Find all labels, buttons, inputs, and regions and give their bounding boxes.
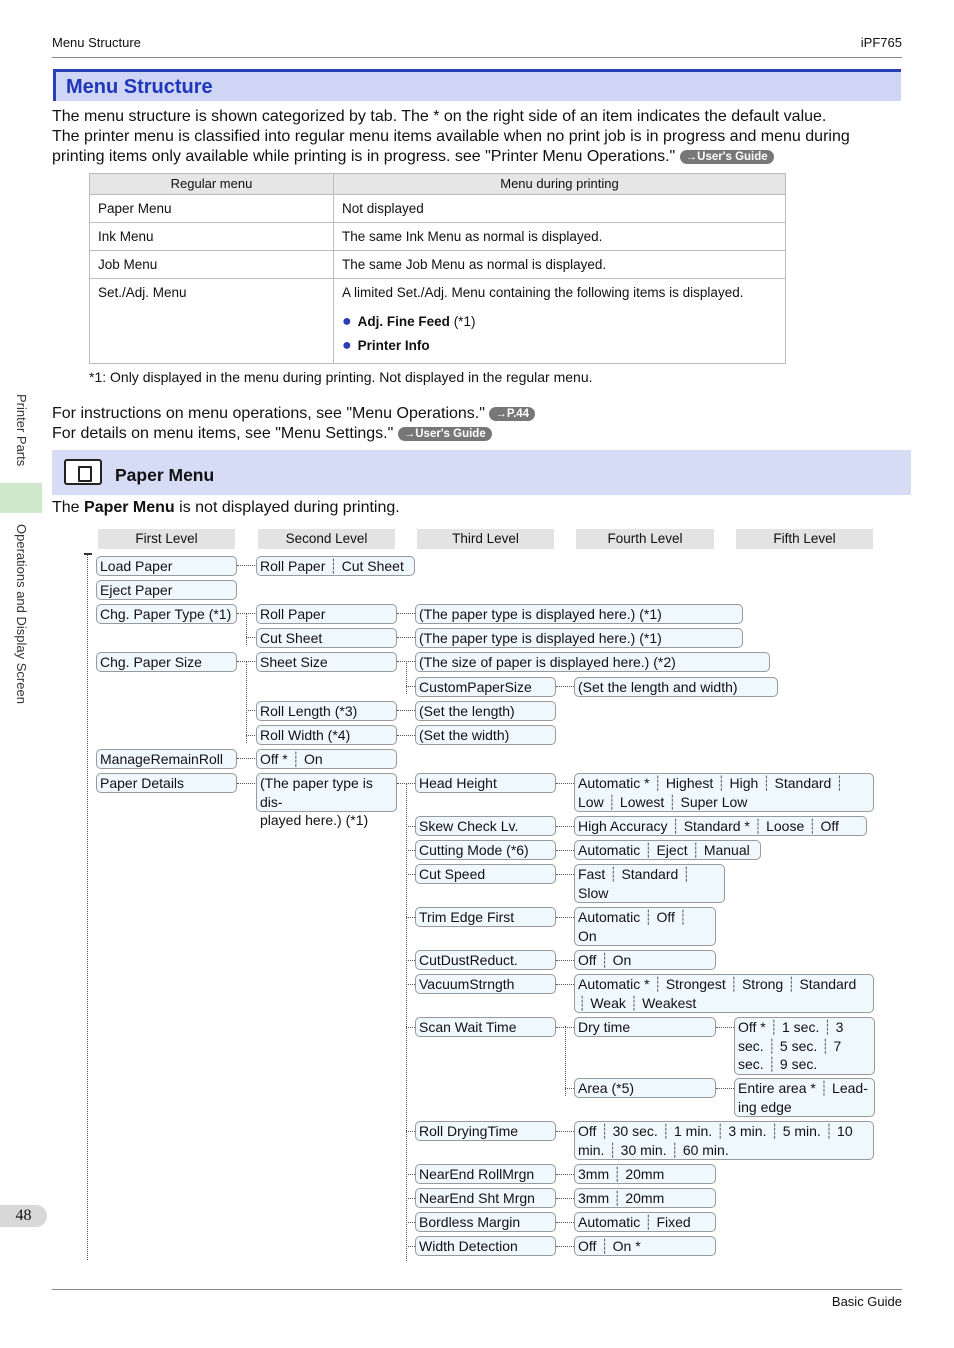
menu-item-load-paper[interactable]: Load Paper — [96, 556, 237, 576]
bullet-icon: ● — [342, 313, 352, 330]
option-width-detection[interactable]: Off ┊ On * — [574, 1236, 716, 1256]
level-header-1: First Level — [98, 529, 235, 549]
menu-item-width-detection[interactable]: Width Detection — [415, 1236, 556, 1256]
menu-item-vacuum-strength[interactable]: VacuumStrngth — [415, 974, 556, 994]
table-row — [90, 223, 786, 251]
option-cut-dust[interactable]: Off ┊ On — [574, 950, 716, 970]
side-tab-marker — [0, 483, 42, 513]
side-tab-printer-parts[interactable]: Printer Parts — [14, 394, 29, 467]
option-cut-speed[interactable]: Fast ┊ Standard ┊ Slow — [574, 864, 725, 903]
option-trim-edge-first[interactable]: Automatic ┊ Off ┊ On — [574, 907, 716, 946]
list-item: ● Adj. Fine Feed (*1) — [342, 313, 476, 330]
menu-item-nearend-rollmrgn[interactable]: NearEnd RollMrgn — [415, 1164, 556, 1184]
value-paper-type-roll: (The paper type is displayed here.) (*1) — [415, 604, 743, 624]
option-nearend-roll[interactable]: 3mm ┊ 20mm — [574, 1164, 716, 1184]
footer-rule — [52, 1289, 902, 1290]
option-roll-cut[interactable]: Roll Paper ┊ Cut Sheet — [256, 556, 415, 576]
table-cell: Job Menu — [90, 251, 334, 279]
intro-paragraph — [52, 107, 902, 167]
option-head-height[interactable]: Automatic * ┊ Highest ┊ High ┊ Standard ┊ Low ┊ Lowest ┊ Super Low — [574, 773, 874, 812]
table-footnote: *1: Only displayed in the menu during printing. Not displayed in the regular menu. — [89, 369, 593, 385]
menu-item-cut-speed[interactable]: Cut Speed — [415, 864, 556, 884]
menu-item-roll-width[interactable]: Roll Width (*4) — [256, 725, 397, 745]
level-header-3: Third Level — [417, 529, 554, 549]
menu-item-skew-check[interactable]: Skew Check Lv. — [415, 816, 556, 836]
menu-item-paper-details[interactable]: Paper Details — [96, 773, 237, 793]
value-paper-size: (The size of paper is displayed here.) (*2) — [415, 652, 770, 672]
menu-item-roll-length[interactable]: Roll Length (*3) — [256, 701, 397, 721]
value-set-width[interactable]: (Set the width) — [415, 725, 556, 745]
intro-line-3: printing items only available while printing is in progress. see "Printer Menu Operations." →User's Guide — [52, 147, 902, 167]
option-roll-drying-time[interactable]: Off ┊ 30 sec. ┊ 1 min. ┊ 3 min. ┊ 5 min. ┊ 10 min. ┊ 30 min. ┊ 60 min. — [574, 1121, 874, 1160]
header-rule — [52, 57, 902, 58]
table-row — [90, 195, 786, 223]
paper-icon — [64, 459, 102, 485]
menu-item-paper-type-display[interactable]: (The paper type is dis- played here.) (*1) — [256, 773, 397, 812]
footer-guide-name: Basic Guide — [831, 1294, 902, 1309]
page-number: 48 — [0, 1205, 47, 1227]
value-paper-type-sheet: (The paper type is displayed here.) (*1) — [415, 628, 743, 648]
menu-item-area[interactable]: Area (*5) — [574, 1078, 716, 1098]
intro-line-1: The menu structure is shown categorized by tab. The * on the right side of an item indicates the default value. — [52, 108, 827, 125]
option-dry-time[interactable]: Off * ┊ 1 sec. ┊ 3 sec. ┊ 5 sec. ┊ 7 sec. ┊ 9 sec. — [734, 1017, 875, 1075]
level-header-2: Second Level — [258, 529, 395, 549]
table-row — [90, 279, 786, 364]
users-guide-link[interactable]: →User's Guide — [680, 150, 774, 164]
running-header-model: iPF765 — [860, 35, 902, 50]
menu-item-roll-paper[interactable]: Roll Paper — [256, 604, 397, 624]
menu-item-dry-time[interactable]: Dry time — [574, 1017, 716, 1037]
menu-item-trim-edge-first[interactable]: Trim Edge First — [415, 907, 556, 927]
section-note: The Paper Menu is not displayed during printing. — [52, 499, 400, 516]
table-cell: Ink Menu — [90, 223, 334, 251]
table-row — [90, 251, 786, 279]
instruction-line-2: For details on menu items, see "Menu Settings." →User's Guide — [52, 424, 902, 444]
page-title: Menu Structure — [66, 76, 213, 98]
menu-item-cut-sheet[interactable]: Cut Sheet — [256, 628, 397, 648]
value-set-length[interactable]: (Set the length) — [415, 701, 556, 721]
table-cell: The same Job Menu as normal is displayed. — [334, 251, 786, 279]
menu-item-chg-paper-size[interactable]: Chg. Paper Size — [96, 652, 237, 672]
menu-item-manage-remain-roll[interactable]: ManageRemainRoll — [96, 749, 237, 769]
table-cell: The same Ink Menu as normal is displayed. — [334, 223, 786, 251]
page-ref-link[interactable]: →P.44 — [489, 407, 535, 421]
menu-item-nearend-shtmrgn[interactable]: NearEnd Sht Mrgn — [415, 1188, 556, 1208]
menu-item-roll-drying-time[interactable]: Roll DryingTime — [415, 1121, 556, 1141]
table-cell: Not displayed — [334, 195, 786, 223]
list-item: ● Printer Info — [342, 337, 430, 354]
table-header-regular: Regular menu — [90, 174, 334, 195]
menu-item-cutting-mode[interactable]: Cutting Mode (*6) — [415, 840, 556, 860]
menu-item-chg-paper-type[interactable]: Chg. Paper Type (*1) — [96, 604, 237, 624]
table-cell-text: A limited Set./Adj. Menu containing the following items is displayed. — [342, 285, 744, 300]
option-off-on[interactable]: Off * ┊ On — [256, 749, 397, 769]
intro-line-2: The printer menu is classified into regular menu items available when no print job is in progress and menu during — [52, 128, 850, 145]
level-header-4: Fourth Level — [576, 529, 714, 549]
menu-item-eject-paper[interactable]: Eject Paper — [96, 580, 237, 600]
section-title: Paper Menu — [115, 465, 215, 485]
table-cell: Set./Adj. Menu — [90, 279, 334, 364]
option-vacuum-strength[interactable]: Automatic * ┊ Strongest ┊ Strong ┊ Standard ┊ Weak ┊ Weakest — [574, 974, 874, 1013]
menu-item-cut-dust-reduct[interactable]: CutDustReduct. — [415, 950, 556, 970]
table-header-printing: Menu during printing — [334, 174, 786, 195]
option-skew-check[interactable]: High Accuracy ┊ Standard * ┊ Loose ┊ Off — [574, 816, 867, 836]
option-area[interactable]: Entire area * ┊ Lead- ing edge — [734, 1078, 875, 1117]
menu-item-scan-wait-time[interactable]: Scan Wait Time — [415, 1017, 556, 1037]
side-tab-operations[interactable]: Operations and Display Screen — [14, 524, 29, 704]
menu-item-bordless-margin[interactable]: Bordless Margin — [415, 1212, 556, 1232]
level-header-5: Fifth Level — [736, 529, 873, 549]
option-nearend-sheet[interactable]: 3mm ┊ 20mm — [574, 1188, 716, 1208]
option-bordless-margin[interactable]: Automatic ┊ Fixed — [574, 1212, 716, 1232]
menu-item-head-height[interactable]: Head Height — [415, 773, 556, 793]
menu-table — [89, 173, 786, 364]
instruction-line-1: For instructions on menu operations, see "Menu Operations." →P.44 — [52, 404, 902, 424]
table-cell: Paper Menu — [90, 195, 334, 223]
instructions — [52, 404, 902, 444]
bullet-icon: ● — [342, 337, 352, 354]
table-cell — [334, 279, 786, 364]
page-title-bar — [53, 69, 901, 101]
users-guide-link[interactable]: →User's Guide — [398, 427, 492, 441]
running-header-title: Menu Structure — [52, 35, 141, 50]
option-cutting-mode[interactable]: Automatic ┊ Eject ┊ Manual — [574, 840, 761, 860]
menu-item-sheet-size[interactable]: Sheet Size — [256, 652, 397, 672]
menu-item-custom-paper-size[interactable]: CustomPaperSize — [415, 677, 556, 697]
value-set-length-width[interactable]: (Set the length and width) — [574, 677, 778, 697]
